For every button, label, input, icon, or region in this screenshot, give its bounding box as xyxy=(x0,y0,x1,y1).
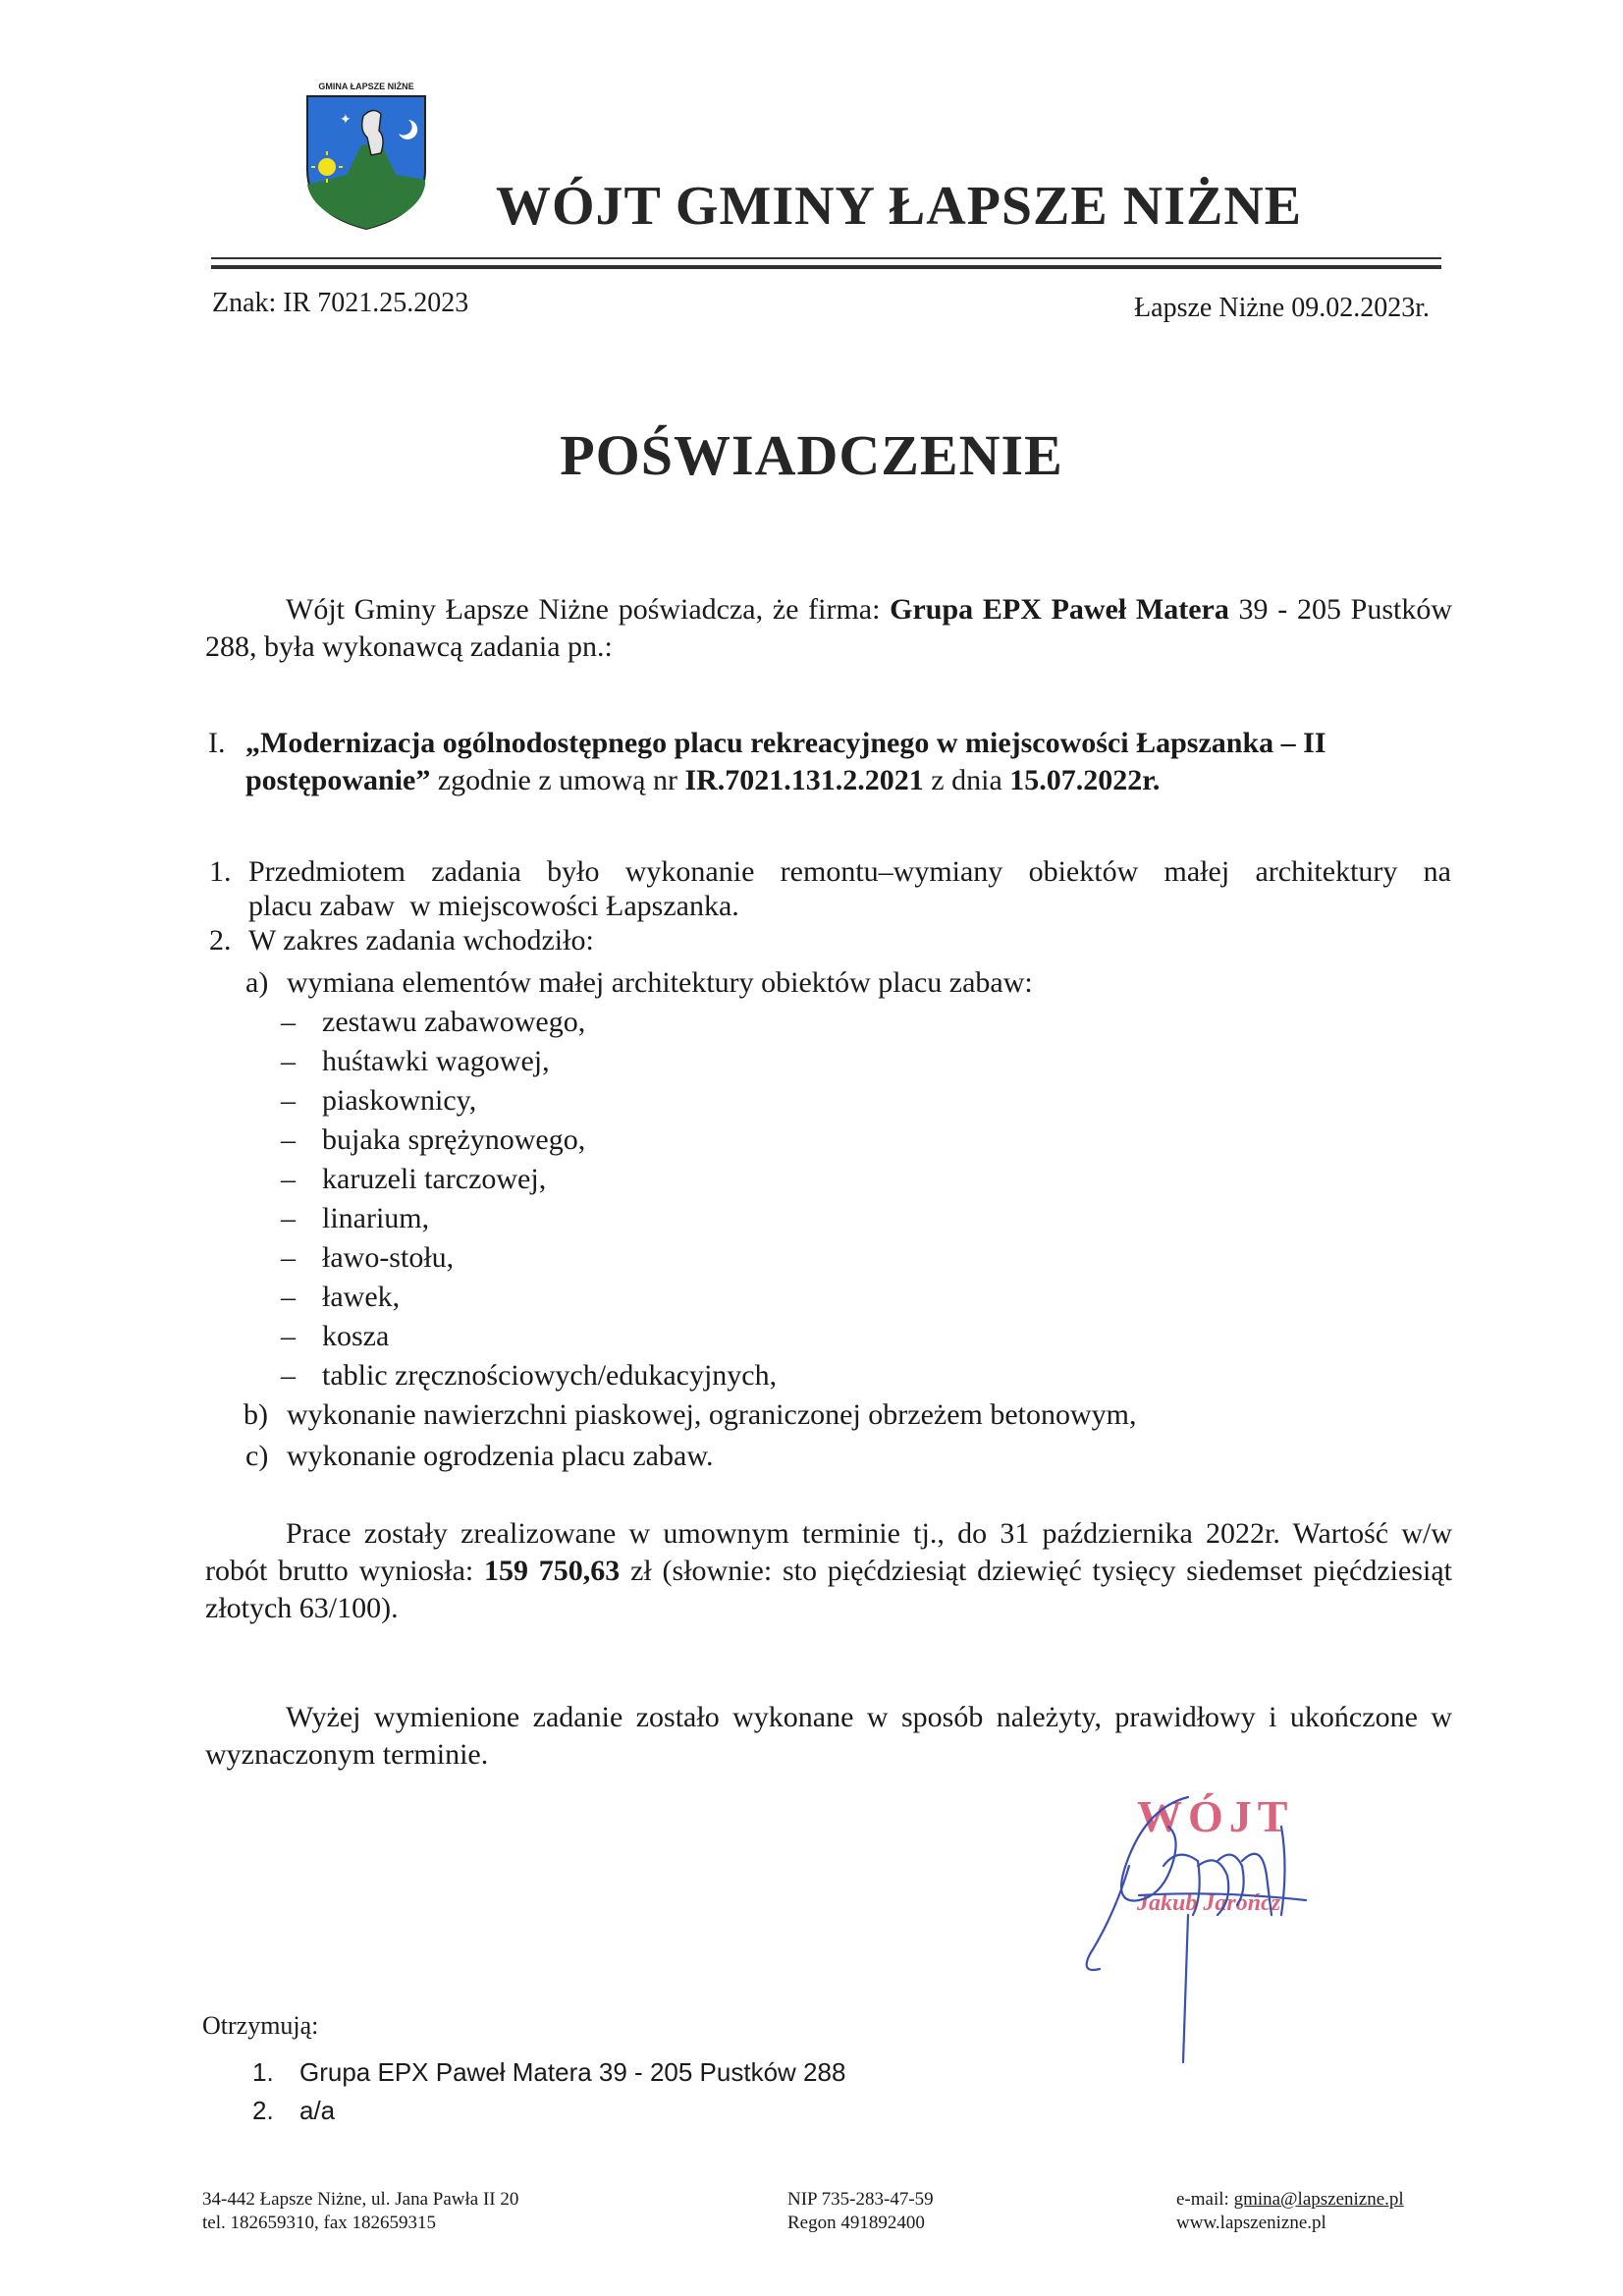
subpoint-b-text: wykonanie nawierzchni piaskowej, ograniczonej obrzeżem betonowym, xyxy=(287,1398,1137,1431)
agreement-text: zgodnie z umową nr xyxy=(430,764,685,796)
issuer-title: WÓJT GMINY ŁAPSZE NIŻNE xyxy=(496,176,1303,237)
footer-registry xyxy=(787,2188,934,2235)
item-dash: – xyxy=(281,1045,296,1077)
footer-email-link[interactable]: gmina@lapszenizne.pl xyxy=(1233,2189,1404,2210)
task-name: „Modernizacja ogólnodostępnego placu rekreacyjnego w miejscowości Łapszanka – II postępowanie” xyxy=(245,727,1326,796)
list-item: zestawu zabawowego, xyxy=(322,1006,586,1038)
handwritten-signature xyxy=(1070,1768,1355,2082)
completion-paragraph xyxy=(205,1515,1452,1627)
item-dash: – xyxy=(281,1202,296,1234)
agreement-number: IR.7021.131.2.2021 xyxy=(684,764,924,796)
item-dash: – xyxy=(281,1320,296,1352)
item-dash: – xyxy=(281,1359,296,1392)
subpoint-c-label: c) xyxy=(245,1440,269,1472)
recipients-title: Otrzymują: xyxy=(202,2011,319,2040)
list-item: karuzeli tarczowej, xyxy=(322,1163,547,1195)
point-1-line-2: placu zabaw w miejscowości Łapszanka. xyxy=(248,890,739,922)
document-reference: Znak: IR 7021.25.2023 xyxy=(212,288,469,318)
footer-regon: Regon 491892400 xyxy=(787,2213,925,2233)
subpoint-b-label: b) xyxy=(243,1398,268,1431)
point-2-number: 2. xyxy=(209,924,232,957)
recipient-text: a/a xyxy=(299,2096,336,2125)
list-item: ławo-stołu, xyxy=(322,1241,455,1274)
agreement-date-text: z dnia xyxy=(923,764,1010,796)
subpoint-c-text: wykonanie ogrodzenia placu zabaw. xyxy=(287,1440,714,1472)
recipient-text: Grupa EPX Paweł Matera 39 - 205 Pustków 288 xyxy=(299,2057,846,2087)
item-dash: – xyxy=(281,1123,296,1156)
task-heading xyxy=(208,725,1451,799)
contract-amount: 159 750,63 xyxy=(484,1555,621,1587)
subpoint-a-label: a) xyxy=(245,966,269,999)
list-item: tablic zręcznościowych/edukacyjnych, xyxy=(322,1359,778,1392)
footer-phone-line: tel. 182659310, fax 182659315 xyxy=(202,2213,437,2233)
footer-contact xyxy=(1176,2188,1404,2235)
item-dash: – xyxy=(281,1163,296,1195)
list-item: linarium, xyxy=(322,1202,430,1234)
footer-website-link[interactable]: www.lapszenizne.pl xyxy=(1176,2213,1326,2233)
stamp-name: Jakub Jarończ xyxy=(1137,1890,1281,1916)
task-number: I. xyxy=(208,727,226,759)
recipient-number: 1. xyxy=(252,2057,274,2087)
item-dash: – xyxy=(281,1006,296,1038)
list-item: kosza xyxy=(322,1320,390,1352)
completion-text-2: zł (słownie: sto pięćdziesiąt dziewięć tysięcy siedemset pięćdziesiąt złotych 63/100). xyxy=(205,1555,1452,1624)
point-1-number: 1. xyxy=(209,855,232,888)
footer-address-line: 34-442 Łapsze Niżne, ul. Jana Pawła II 20 xyxy=(202,2189,519,2210)
intro-paragraph xyxy=(205,591,1452,666)
list-item: bujaka sprężynowego, xyxy=(322,1123,586,1156)
closing-paragraph: Wyżej wymienione zadanie zostało wykonane w sposób należyty, prawidłowy i ukończone w wyznaczonym terminie. xyxy=(205,1701,1452,1771)
point-1-line-1: Przedmiotem zadania było wykonanie remontu–wymiany obiektów małej architektury na xyxy=(248,855,1451,888)
point-2-text: W zakres zadania wchodziło: xyxy=(248,924,594,957)
svg-text:✦: ✦ xyxy=(340,113,352,128)
footer-address xyxy=(202,2188,518,2235)
item-dash: – xyxy=(281,1241,296,1274)
recipient-number: 2. xyxy=(252,2096,274,2125)
coat-of-arms-logo xyxy=(302,77,430,232)
stamp-title: WÓJT xyxy=(1137,1791,1294,1841)
list-item: piaskownicy, xyxy=(322,1084,477,1117)
list-item: huśtawki wagowej, xyxy=(322,1045,550,1077)
intro-text-before: Wójt Gminy Łapsze Niżne poświadcza, że firma: xyxy=(286,593,891,626)
footer-nip: NIP 735-283-47-59 xyxy=(787,2189,934,2210)
place-and-date: Łapsze Niżne 09.02.2023r. xyxy=(1134,293,1430,323)
header-rule-thick xyxy=(211,265,1441,269)
header-rule-thin xyxy=(211,257,1441,259)
item-dash: – xyxy=(281,1281,296,1313)
footer-email-label: e-mail: xyxy=(1176,2189,1234,2210)
completion-text-1: Prace zostały zrealizowane w umownym terminie tj., do 31 października 2022r. Wartość w/w robót brutto wyniosła: xyxy=(205,1517,1452,1587)
subpoint-a-text: wymiana elementów małej architektury obiektów placu zabaw: xyxy=(287,966,1033,999)
company-name: Grupa EPX Paweł Matera xyxy=(890,593,1229,626)
agreement-date: 15.07.2022r. xyxy=(1009,764,1161,796)
document-title: POŚWIADCZENIE xyxy=(560,423,1063,487)
list-item: ławek, xyxy=(322,1281,401,1313)
intro-text-after: 39 - 205 Pustków 288, była wykonawcą zadania pn.: xyxy=(205,593,1452,663)
svg-text:GMINA ŁAPSZE NIŻNE: GMINA ŁAPSZE NIŻNE xyxy=(318,82,414,91)
item-dash: – xyxy=(281,1084,296,1117)
